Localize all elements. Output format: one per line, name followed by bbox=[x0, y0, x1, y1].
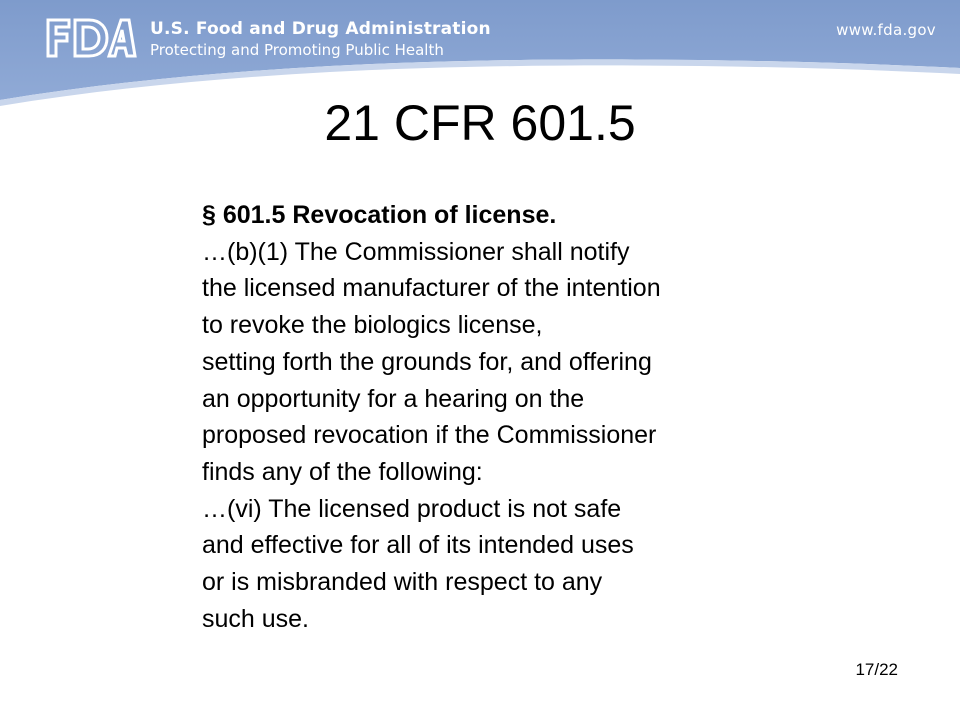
text-line: proposed revocation if the Commissioner bbox=[202, 421, 657, 450]
text-line: such use. bbox=[202, 604, 310, 633]
page-number: 17/22 bbox=[855, 660, 898, 679]
website-link[interactable]: www.fda.gov bbox=[836, 21, 936, 39]
section-heading: § 601.5 Revocation of license. bbox=[202, 201, 557, 229]
text-line: …(vi) The licensed product is not safe bbox=[202, 494, 622, 523]
regulation-text bbox=[202, 197, 842, 637]
text-line: finds any of the following: bbox=[202, 457, 483, 486]
text-line: and effective for all of its intended uses bbox=[202, 531, 634, 560]
agency-name: U.S. Food and Drug Administration bbox=[150, 19, 491, 39]
slide-title: 21 CFR 601.5 bbox=[324, 95, 636, 151]
text-line: or is misbranded with respect to any bbox=[202, 568, 603, 597]
fda-logo-icon bbox=[45, 16, 137, 60]
fda-logo bbox=[45, 16, 137, 60]
text-line: setting forth the grounds for, and offering bbox=[202, 347, 652, 376]
text-line: the licensed manufacturer of the intention bbox=[202, 274, 661, 303]
text-line: …(b)(1) The Commissioner shall notify bbox=[202, 237, 630, 266]
agency-tagline: Protecting and Promoting Public Health bbox=[150, 41, 444, 59]
text-line: an opportunity for a hearing on the bbox=[202, 384, 585, 413]
agency-block bbox=[150, 19, 491, 60]
text-line: to revoke the biologics license, bbox=[202, 311, 543, 340]
